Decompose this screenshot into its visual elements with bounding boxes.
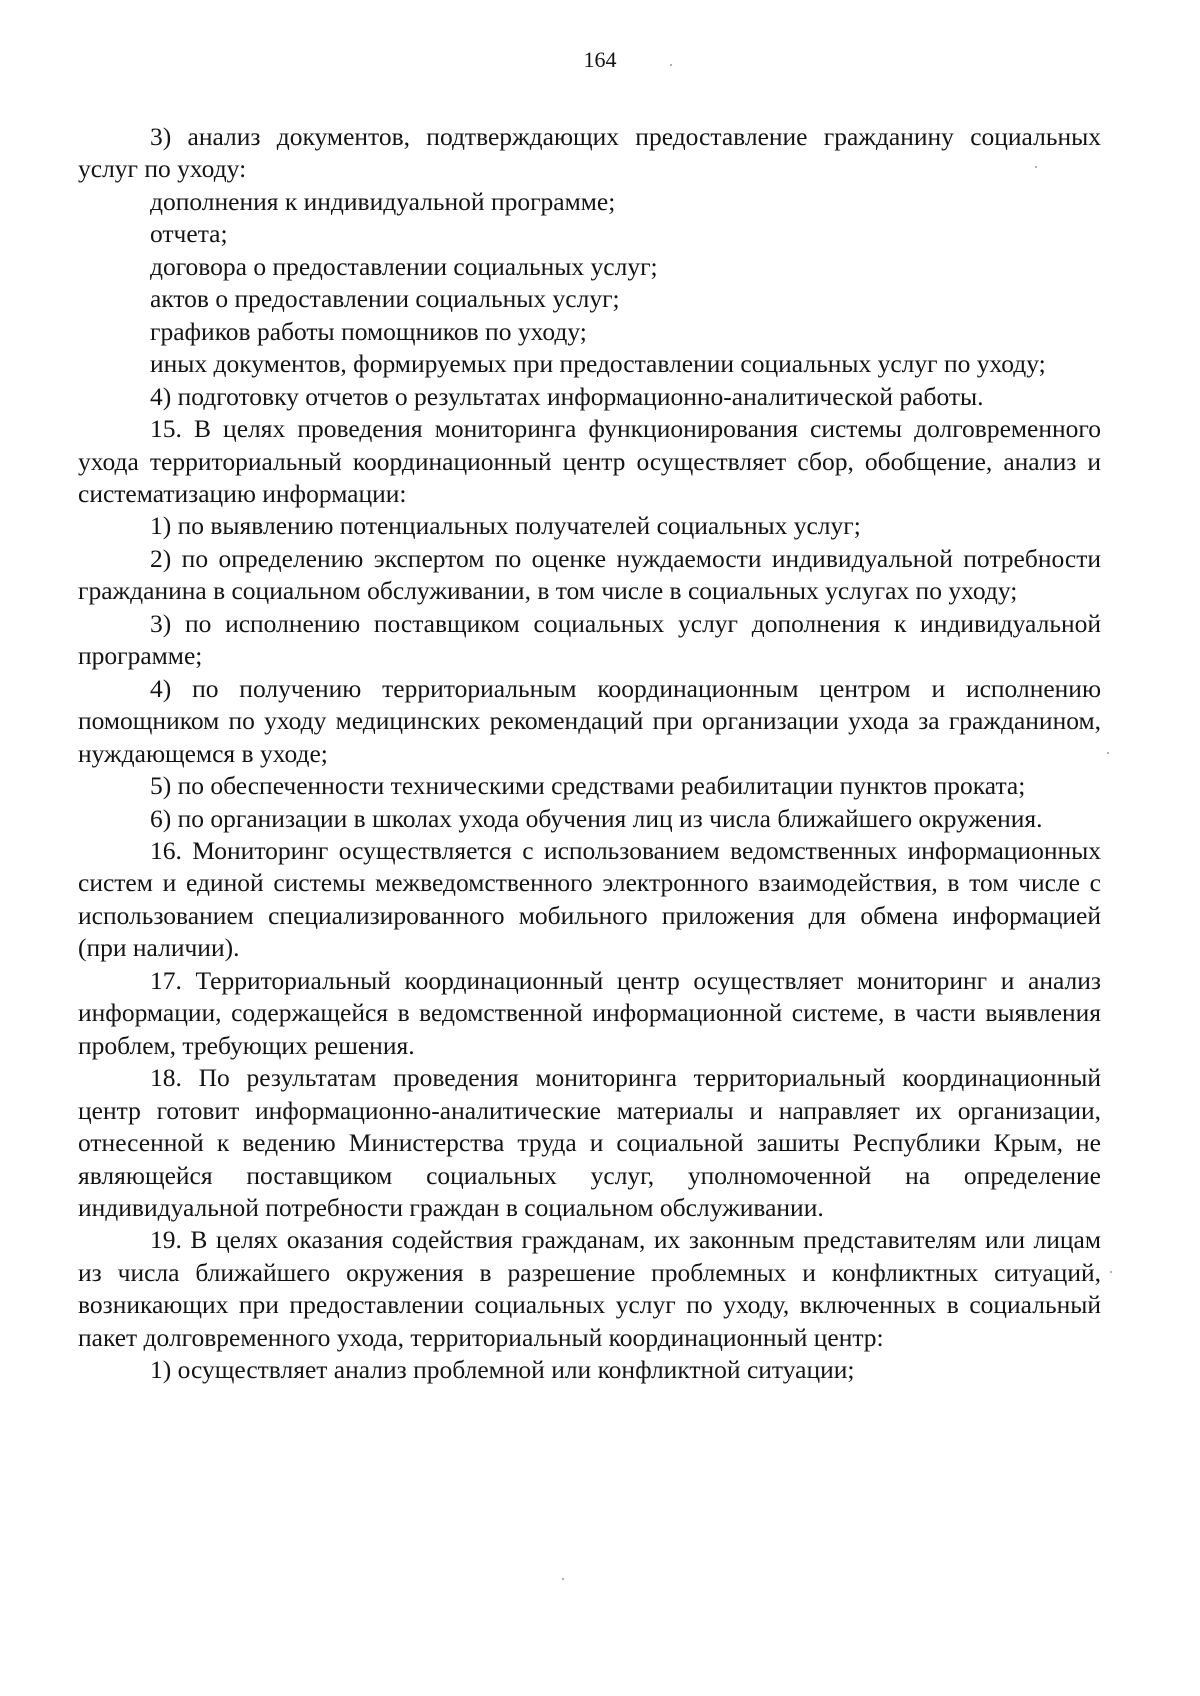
paragraph: договора о предоставлении социальных услуг; (150, 251, 658, 281)
paragraph: 6) по организации в школах ухода обучения лиц из числа ближайшего окружения. (150, 803, 1043, 833)
paragraph: отчета; (150, 219, 228, 249)
paragraph: иных документов, формируемых при предоставлении социальных услуг по уходу; (150, 349, 1046, 379)
paragraph: 1) по выявлению потенциальных получателей социальных услуг; (150, 511, 861, 541)
page-number: 164 (583, 47, 617, 72)
scan-speck (562, 1578, 564, 1580)
paragraph: 15. В целях проведения мониторинга функционирования системы долговременного ухода территориальный координационный центр осуществляет сбор, обобщение, анализ и систематизацию информации: (78, 414, 1101, 508)
paragraph: 4) подготовку отчетов о результатах информационно-аналитической работы. (150, 381, 984, 411)
paragraph: 18. По результатам проведения мониторинга территориальный координационный центр готовит информационно-аналитические материалы и направляет их организации, отнесенной к ведению Министерства труда и социальной зашиты Республики Крым, не являющейся поставщиком социальных услуг, уполномоченной на определение индивидуальной потребности граждан в социальном обслуживании. (78, 1063, 1101, 1222)
paragraph: 4) по получению территориальным координационным центром и исполнению помощником по уходу медицинских рекомендаций при организации ухода за гражданином, нуждающемся в уходе; (78, 673, 1101, 768)
scan-speck (1107, 752, 1109, 754)
document-body (78, 121, 1101, 1387)
paragraph: 19. В целях оказания содействия гражданам, их законным представителям или лицам из числа ближайшего окружения в разрешение проблемных и конфликтных ситуаций, возникающих при предоставлении социальных услуг по уходу, включенных в социальный пакет долговременного ухода, территориальный координационный центр: (78, 1225, 1101, 1352)
paragraph: 17. Территориальный координационный центр осуществляет мониторинг и анализ информации, содержащейся в ведомственной информационной системе, в части выявления проблем, требующих решения. (78, 965, 1101, 1060)
paragraph: графиков работы помощников по уходу; (150, 316, 587, 346)
paragraph: 1) осуществляет анализ проблемной или конфликтной ситуации; (150, 1355, 855, 1385)
paragraph: 16. Мониторинг осуществляется с использованием ведомственных информационных систем и единой системы межведомственного электронного взаимодействия, в том числе с использованием специализированного мобильного приложения для обмена информацией (при наличии). (78, 835, 1101, 963)
scan-speck (1035, 166, 1037, 168)
paragraph: 5) по обеспеченности техническими средствами реабилитации пунктов проката; (150, 771, 1026, 801)
paragraph: дополнения к индивидуальной программе; (150, 186, 616, 216)
scan-speck (670, 64, 672, 66)
paragraph: 2) по определению экспертом по оценке нуждаемости индивидуальной потребности гражданина в социальном обслуживании, в том числе в социальных услугах по уходу; (78, 543, 1101, 606)
paragraph: актов о предоставлении социальных услуг; (150, 284, 620, 314)
scan-speck (1110, 1271, 1112, 1273)
paragraph: 3) по исполнению поставщиком социальных услуг дополнения к индивидуальной программе; (78, 608, 1101, 671)
paragraph: 3) анализ документов, подтверждающих предоставление гражданину социальных услуг по уходу: (78, 122, 1101, 184)
